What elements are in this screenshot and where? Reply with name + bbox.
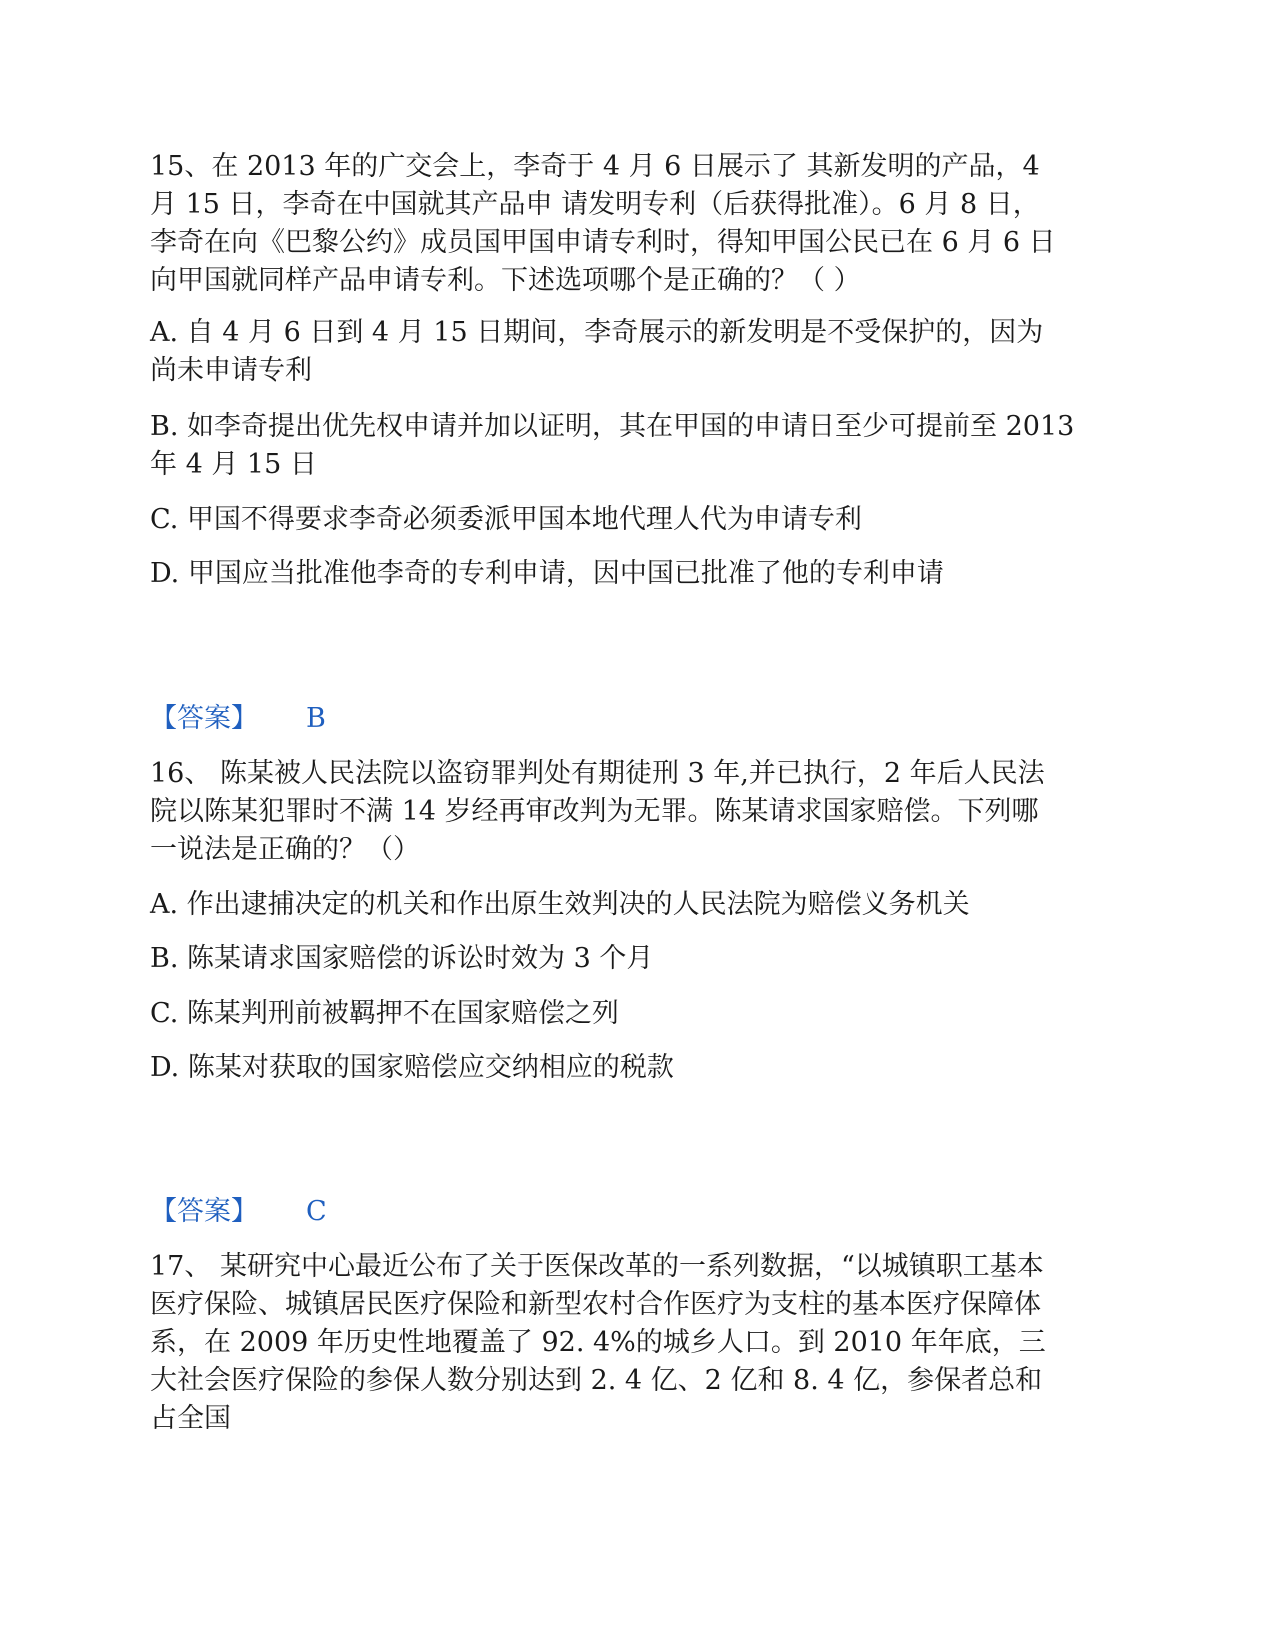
question-16-option-c: C. 陈某判刑前被羁押不在国家赔偿之列 [150,998,619,1029]
question-15-option-d: D. 甲国应当批准他李奇的专利申请，因中国已批准了他的专利申请 [150,558,944,589]
answer-value: B [306,703,326,734]
question-15-answer [150,700,326,738]
question-16-option-b: B. 陈某请求国家赔偿的诉讼时效为 3 个月 [150,943,654,974]
answer-label: 【答案】 [150,703,258,734]
answer-value: C [306,1196,327,1227]
question-15-stem: 15、在 2013 年的广交会上，李奇于 4 月 6 日展示了 其新发明的产品，4 月 15 日，李奇在中国就其产品申 请发明专利（后获得批准）。6 月 8 日，李奇在向《巴黎公约》成员国甲国申请专利时，得知甲国公民已在 6 月 6 日向甲国就同样产品申请专利。下述选项哪个是正确的？（ ） [150,151,1056,296]
question-15-option-b: B. 如李奇提出优先权申请并加以证明，其在甲国的申请日至少可提前至 2013 年 4 月 15 日 [150,411,1075,480]
question-16-option-d: D. 陈某对获取的国家赔偿应交纳相应的税款 [150,1052,674,1083]
question-16-stem: 16、 陈某被人民法院以盗窃罪判处有期徒刑 3 年,并已执行，2 年后人民法院以陈某犯罪时不满 14 岁经再审改判为无罪。陈某请求国家赔偿。下列哪一说法是正确的？（） [150,758,1045,865]
question-15-option-c: C. 甲国不得要求李奇必须委派甲国本地代理人代为申请专利 [150,504,862,535]
question-16-option-a: A. 作出逮捕决定的机关和作出原生效判决的人民法院为赔偿义务机关 [150,889,970,920]
question-17-stem: 17、 某研究中心最近公布了关于医保改革的一系列数据，“以城镇职工基本医疗保险、城镇居民医疗保险和新型农村合作医疗为支柱的基本医疗保障体系，在 2009 年历史性地覆盖了 92. 4%的城乡人口。到 2010 年年底，三大社会医疗保险的参保人数分别达到 2. 4 亿、2 亿和 8. 4 亿，参保者总和占全国 [150,1251,1046,1434]
question-16-answer [150,1193,327,1231]
question-15-option-a: A. 自 4 月 6 日到 4 月 15 日期间，李奇展示的新发明是不受保护的，因为尚未申请专利 [150,317,1044,386]
answer-label: 【答案】 [150,1196,258,1227]
